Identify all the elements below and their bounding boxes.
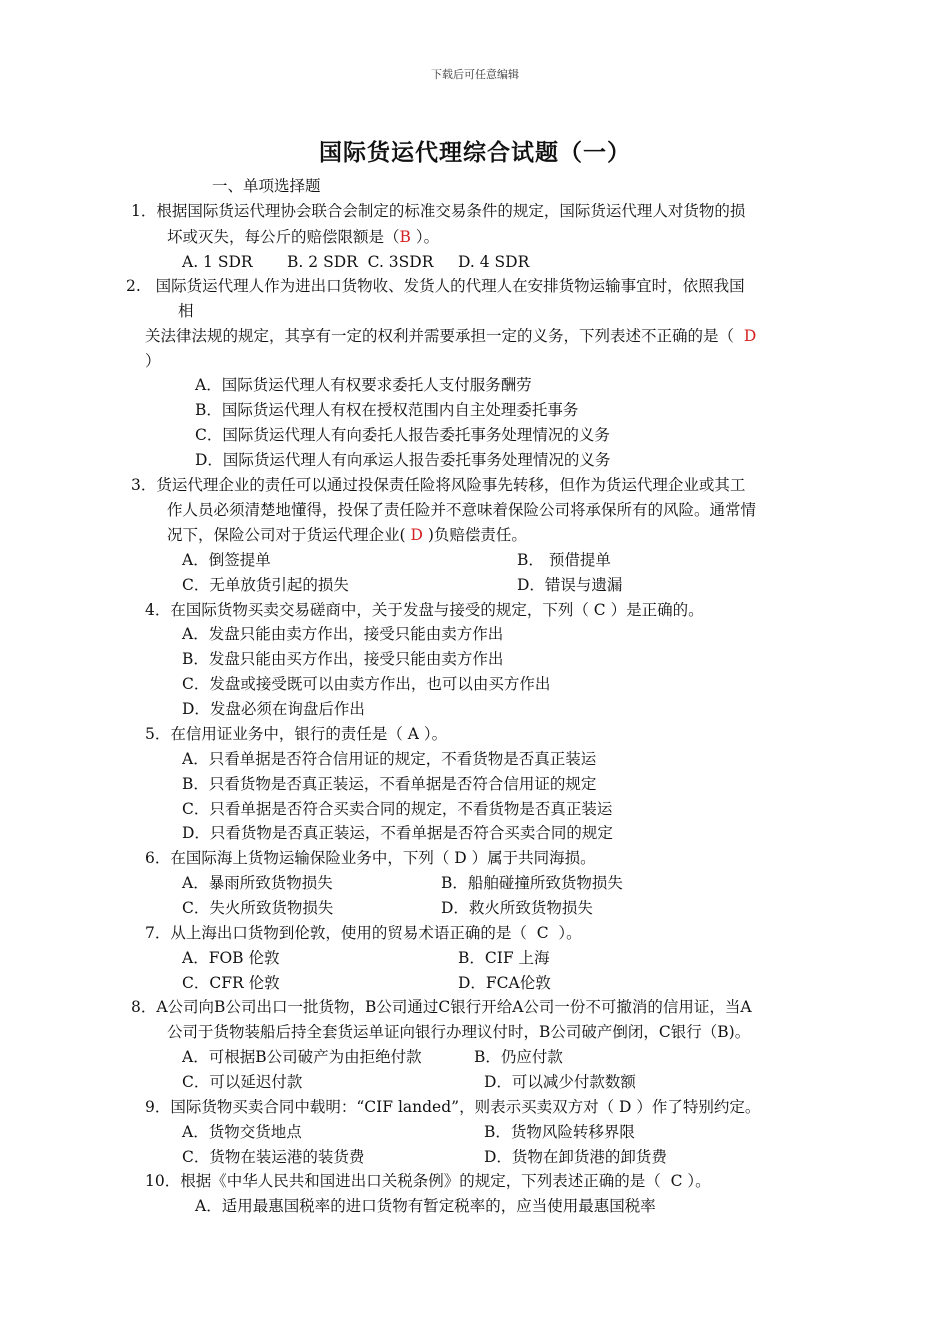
q1-stem-end: ）。: [410, 228, 440, 246]
q3-stem-end: )负赔偿责任。: [427, 526, 527, 544]
q3-stem-line3: [167, 524, 527, 546]
q5-option-d: D．只看货物是否真正装运，不看单据是否符合买卖合同的规定: [182, 824, 613, 842]
q5-option-c: C．只看单据是否符合买卖合同的规定，不看货物是否真正装运: [182, 800, 613, 818]
q2-option-b: B．国际货运代理人有权在授权范围内自主处理委托事务: [195, 401, 579, 419]
q3-stem-text: 况下，保险公司对于货运代理企业(: [167, 526, 406, 544]
q9-option-b: B．货物风险转移界限: [484, 1123, 635, 1141]
q3-stem-line2: 作人员必须清楚地懂得，投保了责任险并不意味着保险公司将承保所有的风险。通常情: [167, 501, 757, 519]
page-title: 国际货运代理综合试题（一）: [319, 139, 631, 166]
q3-answer: D: [405, 526, 428, 544]
q1-stem-line1: 1．根据国际货运代理协会联合会制定的标准交易条件的规定，国际货运代理人对货物的损: [131, 202, 746, 220]
q7-option-a: A．FOB 伦敦: [182, 949, 280, 967]
q3-option-c: C．无单放货引起的损失: [182, 576, 349, 594]
q2-option-d: D．国际货运代理人有向承运人报告委托事务处理情况的义务: [195, 451, 611, 469]
q1-stem-text: 坏或灭失，每公斤的赔偿限额是（: [167, 228, 400, 246]
q1-answer: B: [399, 228, 411, 246]
q2-stem-text: 关法律法规的规定，其享有一定的权利并需要承担一定的义务，下列表述不正确的是（: [145, 327, 744, 345]
q2-stem-line1b: 相: [178, 302, 194, 320]
q10-option-a: A．适用最惠国税率的进口货物有暂定税率的，应当使用最惠国税率: [195, 1197, 656, 1215]
q1-options: A. 1 SDR B. 2 SDR C. 3SDR D. 4 SDR: [182, 253, 530, 271]
q4-option-b: B．发盘只能由买方作出，接受只能由卖方作出: [182, 650, 504, 668]
q2-option-c: C．国际货运代理人有向委托人报告委托事务处理情况的义务: [195, 426, 610, 444]
q8-option-c: C．可以延迟付款: [182, 1073, 303, 1091]
q9-option-c: C．货物在装运港的装货费: [182, 1148, 365, 1166]
q9-option-d: D．货物在卸货港的卸货费: [484, 1148, 667, 1166]
q2-stem-line1: 2. 国际货运代理人作为进出口货物收、发货人的代理人在安排货物运输事宜时，依照我国: [126, 277, 745, 295]
q6-option-b: B．船舶碰撞所致货物损失: [441, 874, 623, 892]
page-header: 下载后可任意编辑: [431, 68, 519, 81]
q7-stem: 7．从上海出口货物到伦敦，使用的贸易术语正确的是（ C ）。: [145, 924, 582, 942]
q2-stem-line2: [145, 325, 756, 347]
q6-option-c: C．失火所致货物损失: [182, 899, 334, 917]
q3-option-a: A．倒签提单: [182, 551, 271, 569]
q4-option-d: D．发盘必须在询盘后作出: [182, 700, 365, 718]
q8-option-d: D．可以减少付款数额: [484, 1073, 636, 1091]
section-heading: 一、单项选择题: [212, 177, 321, 195]
q7-option-b: B．CIF 上海: [458, 949, 550, 967]
q2-option-a: A．国际货运代理人有权要求委托人支付服务酬劳: [195, 376, 532, 394]
q5-option-a: A．只看单据是否符合信用证的规定，不看货物是否真正装运: [182, 750, 597, 768]
q8-option-b: B．仍应付款: [474, 1048, 563, 1066]
q6-option-d: D．救火所致货物损失: [441, 899, 593, 917]
q4-stem: 4．在国际货物买卖交易磋商中，关于发盘与接受的规定，下列（ C ）是正确的。: [145, 601, 704, 619]
q6-stem: 6．在国际海上货物运输保险业务中，下列（ D ）属于共同海损。: [145, 849, 596, 867]
q1-stem-line2: [167, 226, 439, 248]
q5-stem: 5．在信用证业务中，银行的责任是（ A ）。: [145, 725, 448, 743]
q4-option-a: A．发盘只能由卖方作出，接受只能由卖方作出: [182, 625, 504, 643]
q10-stem: 10．根据《中华人民共和国进出口关税条例》的规定，下列表述正确的是（ C ）。: [145, 1172, 711, 1190]
q3-stem-line1: 3．货运代理企业的责任可以通过投保责任险将风险事先转移，但作为货运代理企业或其工: [131, 476, 746, 494]
q9-stem: 9．国际货物买卖合同中载明：“CIF landed”，则表示买卖双方对（ D ）作了特别约定。: [145, 1098, 761, 1116]
q2-stem-line3: ）: [145, 352, 161, 370]
q9-option-a: A．货物交货地点: [182, 1123, 302, 1141]
q6-option-a: A．暴雨所致货物损失: [182, 874, 333, 892]
q7-option-d: D．FCA伦敦: [458, 974, 551, 992]
q3-option-d: D．错误与遗漏: [517, 576, 623, 594]
q2-answer: D: [743, 327, 757, 345]
q7-option-c: C．CFR 伦敦: [182, 974, 280, 992]
q5-option-b: B．只看货物是否真正装运，不看单据是否符合信用证的规定: [182, 775, 597, 793]
q8-option-a: A．可根据B公司破产为由拒绝付款: [182, 1048, 422, 1066]
q8-stem-line1: 8．A公司向B公司出口一批货物，B公司通过C银行开给A公司一份不可撤消的信用证，当A: [131, 998, 752, 1016]
q4-option-c: C．发盘或接受既可以由卖方作出，也可以由买方作出: [182, 675, 551, 693]
q8-stem-line2: 公司于货物装船后持全套货运单证向银行办理议付时，B公司破产倒闭，C银行（B)。: [167, 1023, 751, 1041]
q3-option-b: B． 预借提单: [517, 551, 611, 569]
